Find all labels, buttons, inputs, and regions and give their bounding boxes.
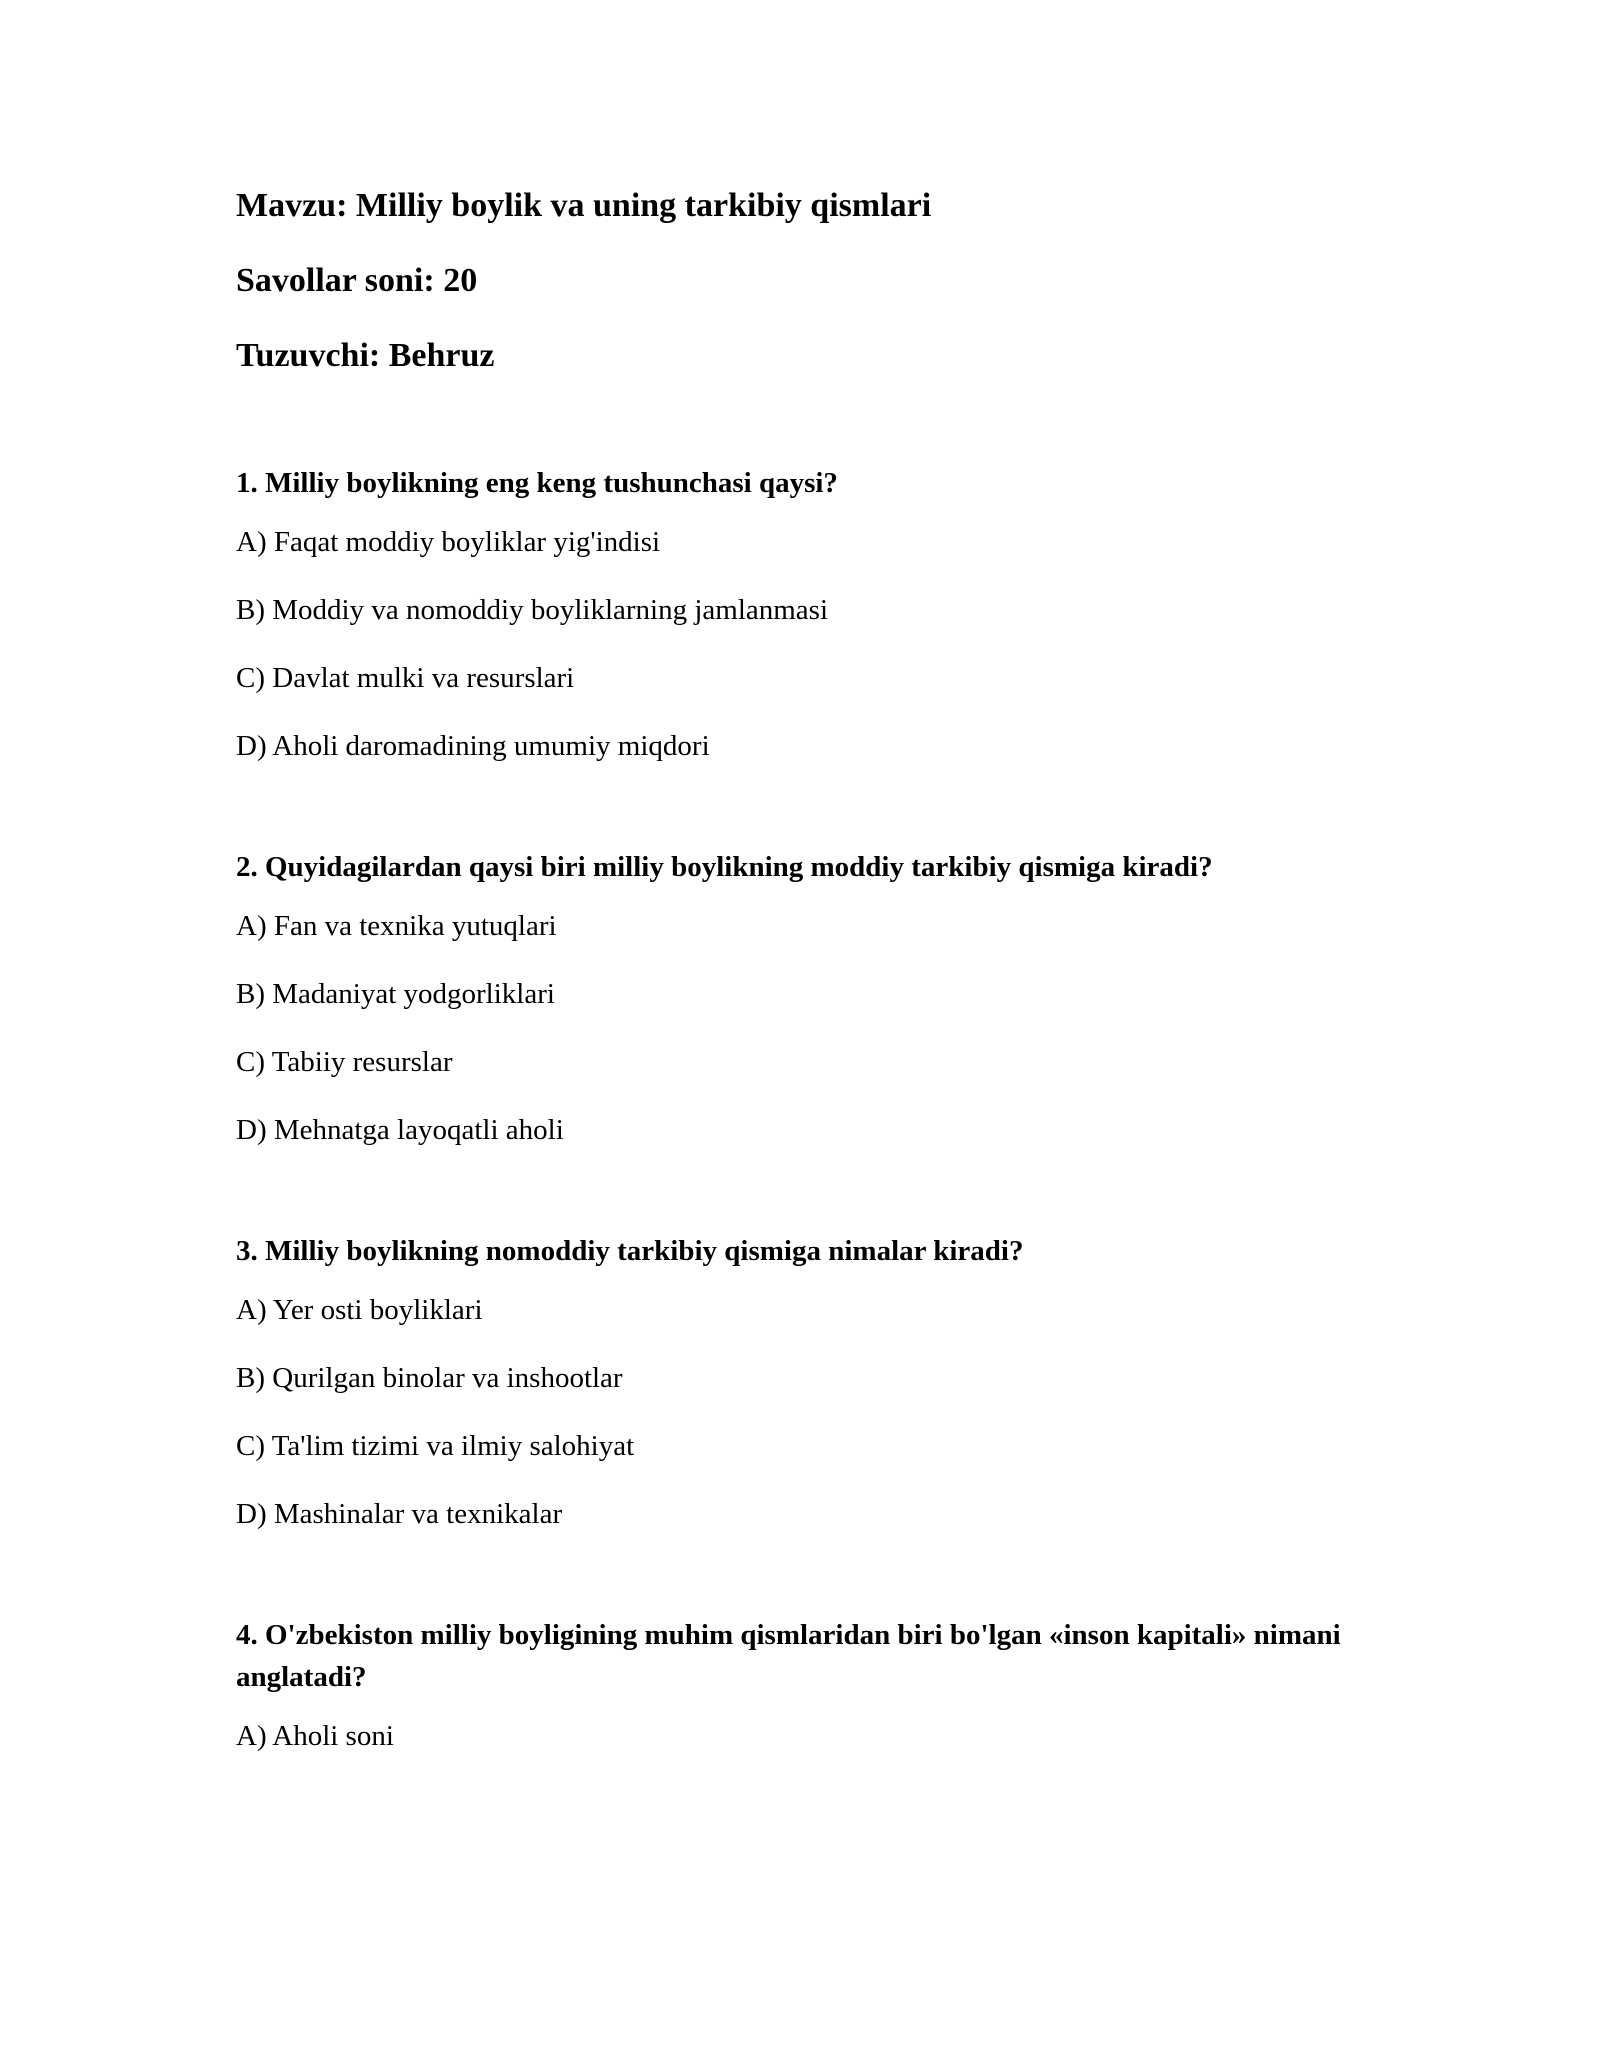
author-line: Tuzuvchi: Behruz [236,337,495,374]
question-title: 2. Quyidagilardan qaysi biri milliy boylikning moddiy tarkibiy qismiga kiradi? [236,851,1213,883]
answer-option-c: C) Tabiiy resurslar [236,1046,453,1078]
answer-options [236,1292,1366,1532]
answer-option-a: A) Faqat moddiy boyliklar yig'indisi [236,526,661,558]
question-1 [236,462,1366,764]
answer-option-b: B) Qurilgan binolar va inshootlar [236,1362,623,1394]
answer-option-a: A) Yer osti boyliklari [236,1294,483,1326]
document-content [236,186,1366,1754]
answer-options [236,908,1366,1148]
question-3 [236,1230,1366,1532]
question-title: 1. Milliy boylikning eng keng tushunchasi qaysi? [236,467,838,499]
answer-option-c: C) Davlat mulki va resurslari [236,662,575,694]
question-count: Savollar soni: 20 [236,262,478,299]
answer-options [236,1718,1366,1754]
answer-option-d: D) Mashinalar va texnikalar [236,1498,563,1530]
question-4 [236,1614,1366,1754]
question-title: 4. O'zbekiston milliy boyligining muhim qismlaridan biri bo'lgan «inson kapitali» nimani anglatadi? [236,1619,1341,1693]
question-2 [236,846,1366,1148]
answer-option-a: A) Fan va texnika yutuqlari [236,910,557,942]
answer-option-d: D) Mehnatga layoqatli aholi [236,1114,564,1146]
answer-options [236,524,1366,764]
answer-option-b: B) Madaniyat yodgorliklari [236,978,555,1010]
topic-heading: Mavzu: Milliy boylik va uning tarkibiy qismlari [236,187,932,224]
document-header [236,186,1366,376]
question-title: 3. Milliy boylikning nomoddiy tarkibiy qismiga nimalar kiradi? [236,1235,1024,1267]
answer-option-d: D) Aholi daromadining umumiy miqdori [236,730,710,762]
answer-option-c: C) Ta'lim tizimi va ilmiy salohiyat [236,1430,635,1462]
answer-option-b: B) Moddiy va nomoddiy boyliklarning jamlanmasi [236,594,829,626]
answer-option-a: A) Aholi soni [236,1720,394,1752]
